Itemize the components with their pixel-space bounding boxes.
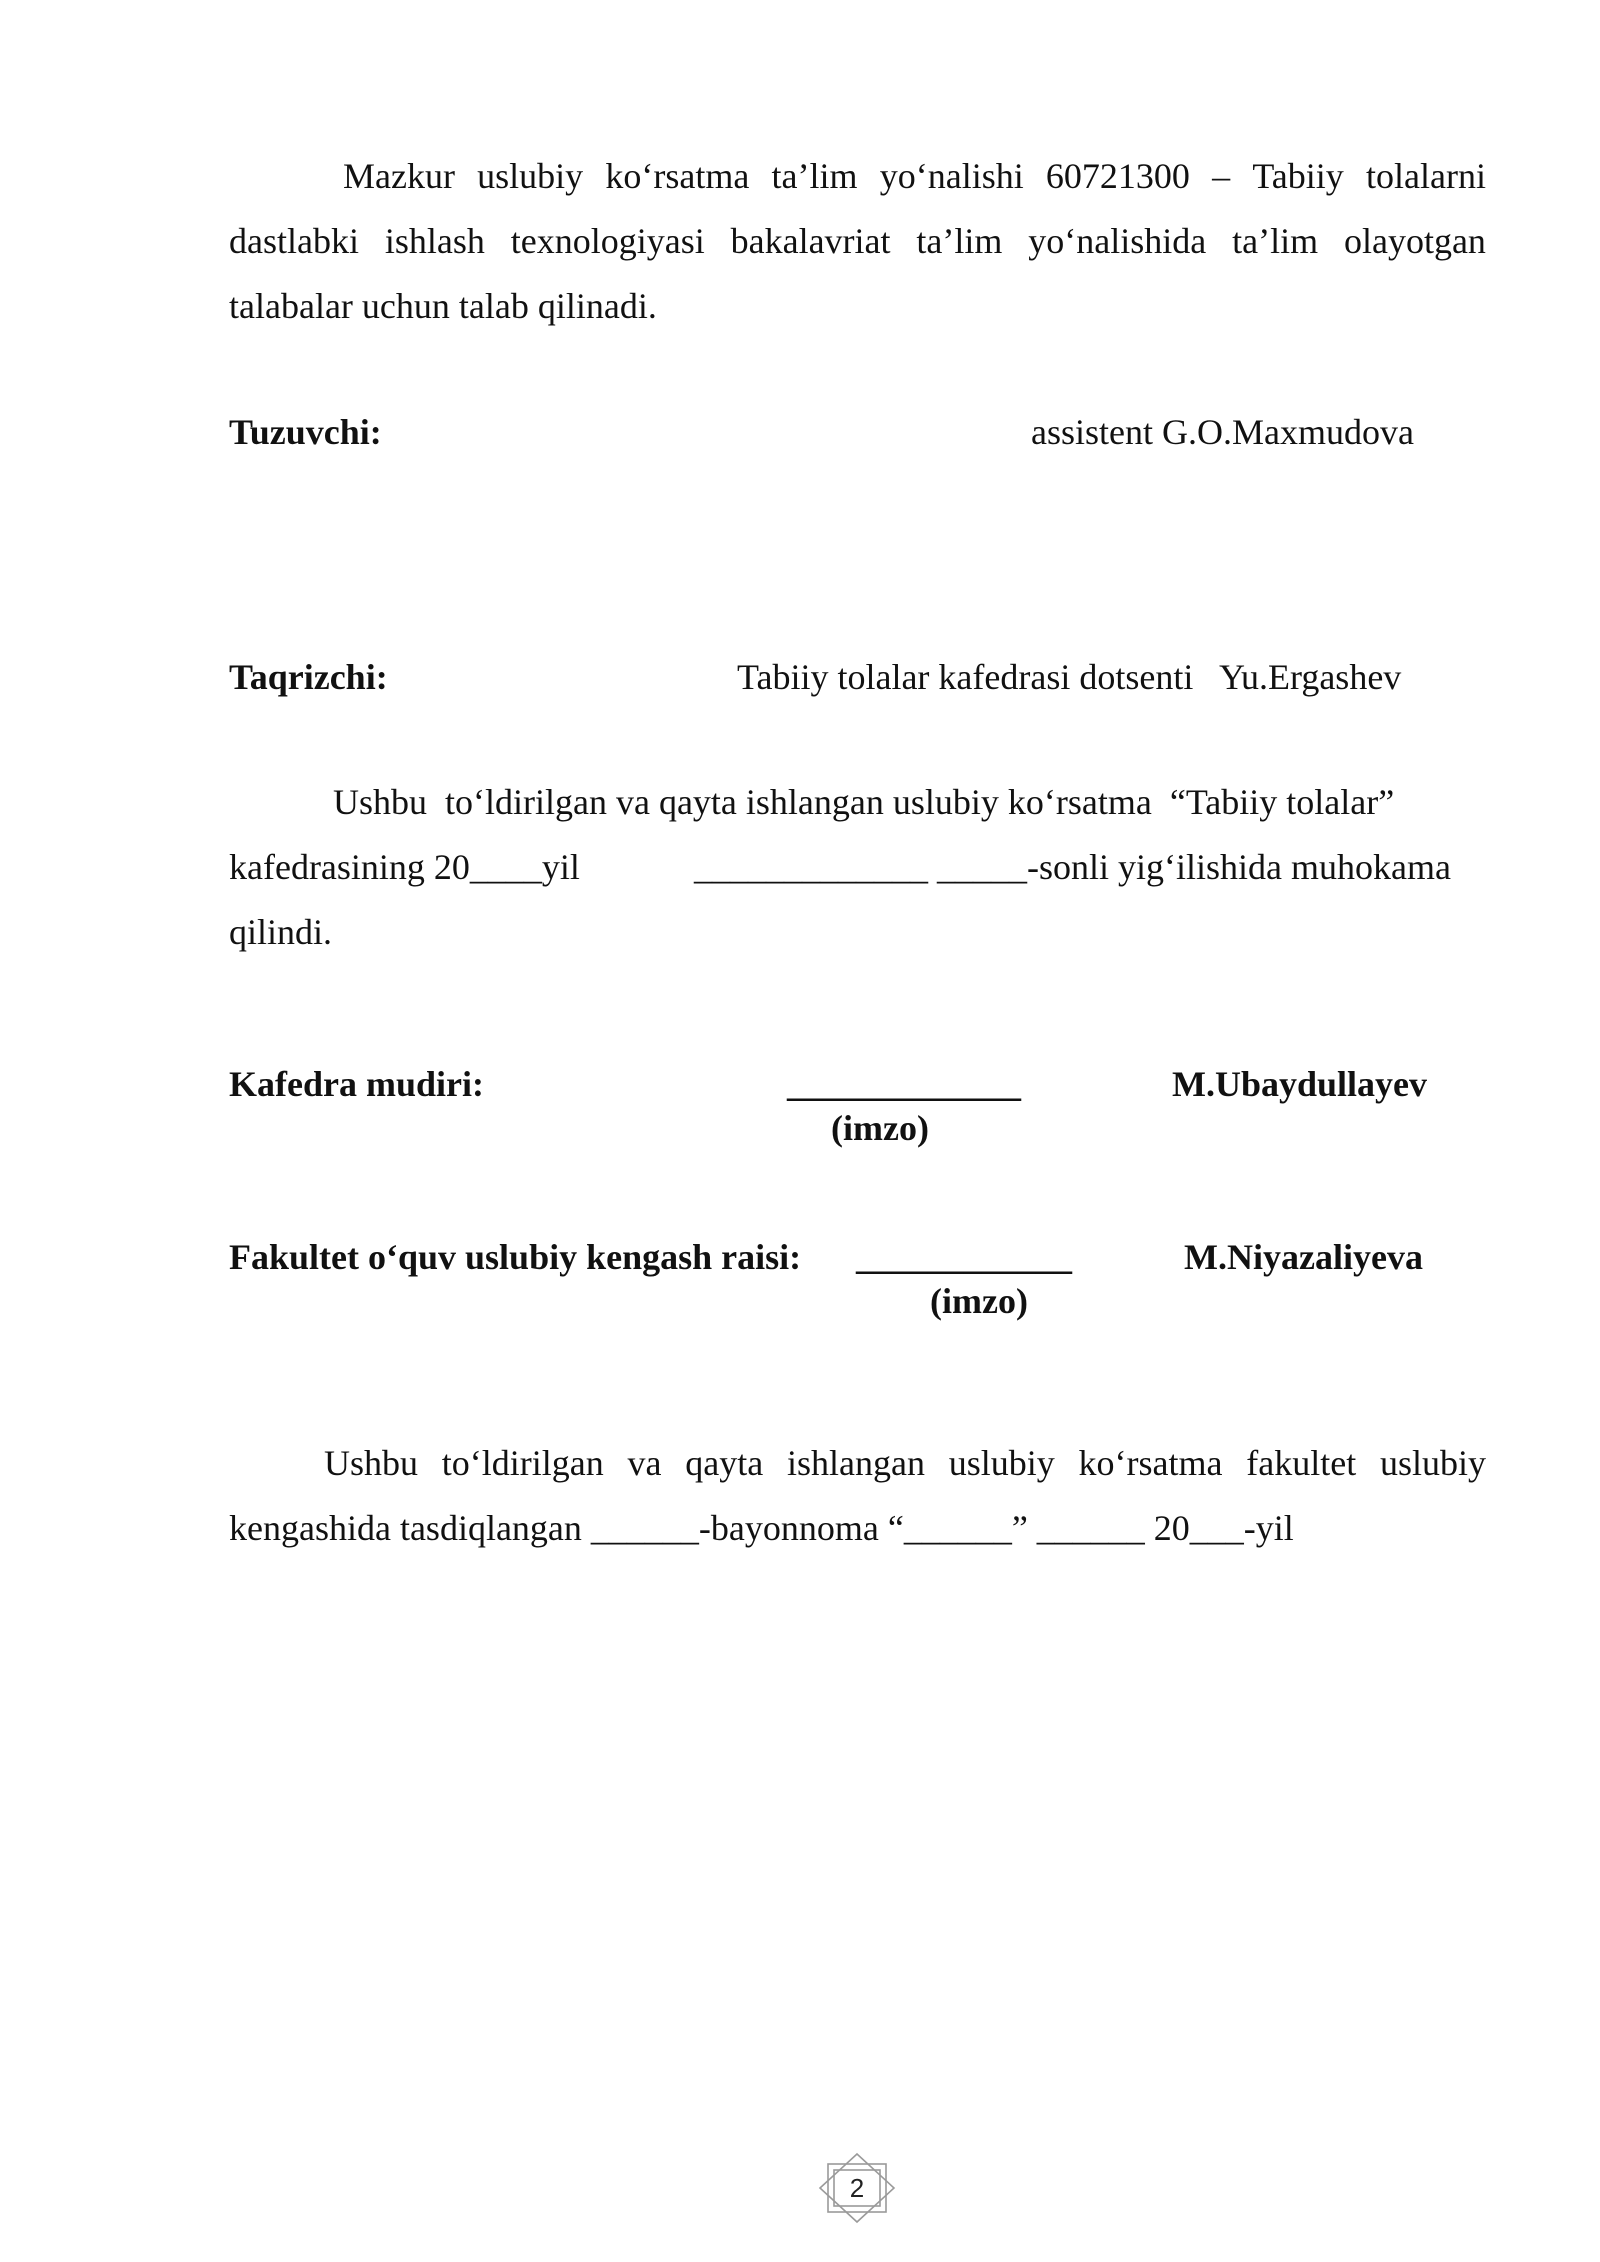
page-number: 2 [849, 2172, 865, 2203]
intro-line-1-word: yo‘nalishi [879, 156, 1024, 196]
faculty-approval-line-1-word: uslubiy [1379, 1443, 1486, 1483]
head-of-department-name: M.Ubaydullayev [1172, 1064, 1428, 1104]
faculty-council-label: Fakultet o‘quv uslubiy kengash raisi: [229, 1237, 802, 1277]
department-approval-line-1: Ushbu to‘ldirilgan va qayta ishlangan uslubiy ko‘rsatma “Tabiiy tolalar” [333, 782, 1395, 822]
reviewer-label: Taqrizchi: [229, 657, 388, 697]
intro-line-3: talabalar uchun talab qilinadi. [229, 286, 657, 326]
faculty-approval-line-1-word: Ushbu [324, 1443, 419, 1483]
intro-line-2-word: ta’lim [1232, 221, 1319, 261]
intro-line-2-word: ta’lim [916, 221, 1003, 261]
faculty-approval-line-1-word: qayta [685, 1443, 764, 1483]
head-of-department-signature-line: _____________ [787, 1064, 1021, 1104]
reviewer-value: Tabiiy tolalar kafedrasi dotsenti Yu.Ergashev [737, 657, 1402, 697]
intro-line-2-word: olayotgan [1343, 221, 1486, 261]
faculty-approval-line-1-word: to‘ldirilgan [441, 1443, 604, 1483]
department-approval-line-3: qilindi. [229, 912, 333, 952]
intro-line-2-word: bakalavriat [730, 221, 891, 261]
intro-line-1-word: Tabiiy [1252, 156, 1344, 196]
faculty-council-signature-caption: (imzo) [930, 1281, 1028, 1321]
intro-line-1-word: – [1212, 156, 1231, 196]
faculty-approval-line-1-word: fakultet [1246, 1443, 1357, 1483]
faculty-approval-line-1-word: ko‘rsatma [1078, 1443, 1223, 1483]
intro-line-1 [343, 154, 1486, 198]
faculty-approval-line-1-word: va [627, 1443, 662, 1483]
faculty-approval-line-1-word: ishlangan [787, 1443, 925, 1483]
intro-line-2-word: dastlabki [229, 221, 359, 261]
faculty-approval-line-2: kengashida tasdiqlangan ______-bayonnoma “______” ______ 20___-yil [229, 1508, 1294, 1548]
head-of-department-signature-caption: (imzo) [831, 1108, 929, 1148]
faculty-approval-line-1 [324, 1441, 1486, 1485]
page-number-block [814, 2150, 900, 2226]
faculty-council-signature-line: ____________ [856, 1237, 1072, 1277]
head-of-department-label: Kafedra mudiri: [229, 1064, 484, 1104]
intro-line-1-word: 60721300 [1045, 156, 1190, 196]
faculty-council-name: M.Niyazaliyeva [1184, 1237, 1423, 1277]
intro-line-2 [229, 219, 1486, 263]
author-label: Tuzuvchi: [229, 412, 382, 452]
intro-line-1-word: ko‘rsatma [605, 156, 750, 196]
faculty-approval-line-1-word: uslubiy [948, 1443, 1055, 1483]
intro-line-1-word: Mazkur [343, 156, 455, 196]
intro-line-2-word: ishlash [384, 221, 485, 261]
intro-line-1-word: tolalarni [1366, 156, 1486, 196]
intro-line-2-word: yo‘nalishida [1028, 221, 1207, 261]
intro-line-1-word: uslubiy [477, 156, 584, 196]
department-approval-line-2-left: kafedrasining 20____yil [229, 847, 580, 887]
intro-line-2-word: texnologiyasi [510, 221, 705, 261]
department-approval-line-2-right: _____________ _____-sonli yig‘ilishida muhokama [694, 847, 1451, 887]
author-value: assistent G.O.Maxmudova [1031, 412, 1414, 452]
intro-line-1-word: ta’lim [771, 156, 858, 196]
